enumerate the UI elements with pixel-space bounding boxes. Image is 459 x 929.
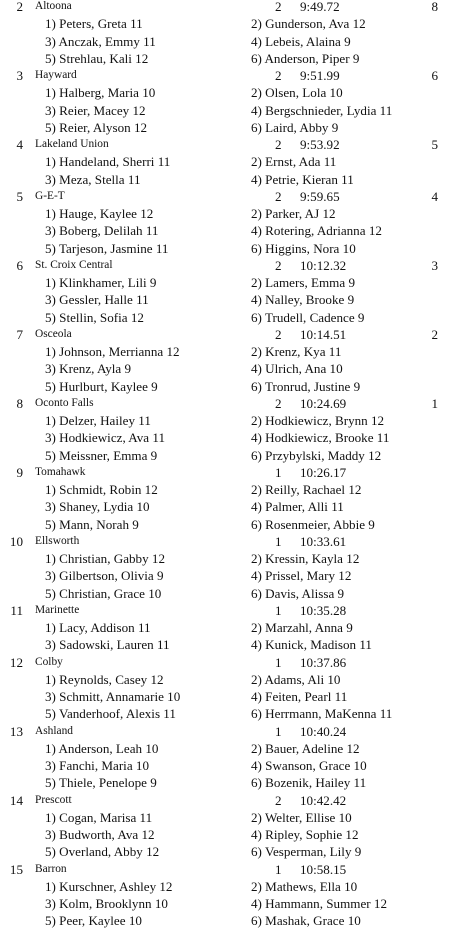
team-header-row [0,861,459,878]
place-number: 6 [16,257,23,273]
swimmer-entry: 4) Hodkiewicz, Brooke 11 [251,430,390,446]
swimmer-entry: 2) Reilly, Rachael 12 [251,482,362,497]
swimmer-row [0,84,459,101]
place-number: 8 [16,395,23,411]
team-name: Osceola [35,327,72,340]
swimmer-entry: 6) Vesperman, Lily 9 [251,844,362,860]
swimmer-entry: 4) Hammann, Summer 12 [251,896,388,911]
swimmer-entry: 1) Johnson, Merrianna 12 [45,344,180,359]
points-value: 5 [431,137,438,152]
heat-number: 1 [275,861,282,877]
swimmer-entry: 3) Reier, Macey 12 [45,102,146,118]
swimmer-entry: 3) Krenz, Ayla 9 [45,361,132,377]
swimmer-entry: 5) Thiele, Penelope 9 [45,775,157,791]
team-name: Hayward [35,69,77,81]
place-number: 10 [9,533,23,549]
swimmer-row [0,50,459,67]
heat-number: 2 [275,188,282,204]
team-header-row [0,723,459,740]
place-number: 5 [16,188,23,204]
swimmer-entry: 3) Gilbertson, Olivia 9 [45,568,164,584]
heat-number: 2 [275,395,282,411]
place-number: 3 [16,68,23,83]
swimmer-entry: 1) Christian, Gabby 12 [45,551,166,566]
heat-number: 2 [275,326,282,342]
team-header-row [0,533,459,550]
swimmer-entry: 4) Nalley, Brooke 9 [251,292,355,308]
swimmer-entry: 3) Shaney, Lydia 10 [45,499,150,515]
finish-time: 10:26.17 [300,464,347,480]
team-header-row [0,464,459,481]
swimmer-row [0,447,459,464]
swimmer-entry: 4) Kunick, Madison 11 [251,637,372,653]
swimmer-entry: 4) Ripley, Sophie 12 [251,827,359,842]
swimmer-entry: 3) Kolm, Brooklynn 10 [45,896,168,911]
swimmer-entry: 4) Rotering, Adrianna 12 [251,223,382,239]
swimmer-entry: 4) Bergschnieder, Lydia 11 [251,102,393,118]
swimmer-entry: 3) Hodkiewicz, Ava 11 [45,430,165,446]
swimmer-row [0,567,459,584]
heat-number: 1 [275,602,282,618]
swimmer-entry: 4) Palmer, Alli 11 [251,499,344,515]
swimmer-row [0,912,459,929]
team-header-row [0,136,459,153]
swimmer-entry: 6) Herrmann, MaKenna 11 [251,706,393,722]
team-header-row [0,326,459,343]
team-name: Lakeland Union [35,138,109,150]
swimmer-entry: 2) Welter, Ellise 10 [251,809,352,825]
swimmer-entry: 6) Tronrud, Justine 9 [251,378,361,394]
swimmer-entry: 3) Gessler, Halle 11 [45,292,149,308]
swimmer-row [0,826,459,843]
finish-time: 10:35.28 [300,602,347,618]
swimmer-row [0,360,459,377]
team-header-row [0,257,459,274]
swimmer-entry: 1) Peters, Greta 11 [45,16,143,32]
swimmer-entry: 1) Hauge, Kaylee 12 [45,206,154,221]
swimmer-entry: 5) Meissner, Emma 9 [45,447,158,463]
swimmer-entry: 2) Kressin, Kayla 12 [251,551,360,566]
place-number: 4 [16,137,23,152]
swimmer-entry: 6) Anderson, Piper 9 [251,50,360,66]
points-value: 3 [431,257,438,273]
swimmer-entry: 4) Lebeis, Alaina 9 [251,33,351,49]
swimmer-entry: 1) Delzer, Hailey 11 [45,413,151,428]
swimmer-entry: 2) Olsen, Lola 10 [251,85,343,101]
place-number: 2 [16,0,23,14]
team-name: Tomahawk [35,465,86,478]
swimmer-entry: 6) Davis, Alissa 9 [251,585,345,601]
swimmer-row [0,274,459,291]
team-header-row [0,792,459,809]
place-number: 12 [9,654,23,670]
swimmer-row [0,878,459,895]
swimmer-entry: 3) Anczak, Emmy 11 [45,33,156,49]
team-header-row [0,67,459,84]
swimmer-entry: 2) Adams, Ali 10 [251,671,341,687]
swimmer-row [0,378,459,395]
swimmer-row [0,205,459,222]
team-name: Ashland [35,724,73,737]
swimmer-entry: 2) Hodkiewicz, Brynn 12 [251,413,385,428]
swimmer-row [0,619,459,636]
finish-time: 10:24.69 [300,395,347,411]
swimmer-row [0,33,459,50]
swimmer-entry: 2) Gunderson, Ava 12 [251,16,366,32]
team-name: Colby [35,655,63,668]
swimmer-row [0,740,459,757]
swimmer-entry: 2) Krenz, Kya 11 [251,344,342,359]
team-name: Marinette [35,603,80,616]
swimmer-row [0,550,459,567]
finish-time: 10:37.86 [300,654,347,670]
swimmer-entry: 2) Marzahl, Anna 9 [251,620,353,635]
swimmer-entry: 5) Hurlburt, Kaylee 9 [45,378,158,394]
swimmer-entry: 2) Ernst, Ada 11 [251,154,337,170]
team-header-row [0,0,459,15]
swimmer-entry: 1) Reynolds, Casey 12 [45,671,164,687]
swimmer-row [0,119,459,136]
team-name: Oconto Falls [35,396,94,409]
swimmer-entry: 1) Cogan, Marisa 11 [45,809,153,825]
swimmer-row [0,895,459,912]
team-name: Altoona [35,0,72,12]
swimmer-entry: 5) Strehlau, Kali 12 [45,50,149,66]
swimmer-entry: 6) Rosenmeier, Abbie 9 [251,516,375,532]
swimmer-entry: 5) Stellin, Sofia 12 [45,309,144,325]
swimmer-entry: 6) Bozenik, Hailey 11 [251,775,367,791]
heat-number: 2 [275,68,282,83]
team-header-row [0,395,459,412]
swimmer-entry: 1) Handeland, Sherri 11 [45,154,171,170]
swimmer-row [0,343,459,360]
swimmer-entry: 6) Przybylski, Maddy 12 [251,447,382,463]
heat-number: 1 [275,654,282,670]
swimmer-row [0,671,459,688]
place-number: 7 [16,326,23,342]
swimmer-entry: 4) Swanson, Grace 10 [251,758,367,773]
swimmer-entry: 2) Parker, AJ 12 [251,206,336,221]
swimmer-row [0,498,459,515]
swimmer-entry: 1) Anderson, Leah 10 [45,740,159,756]
swimmer-entry: 5) Tarjeson, Jasmine 11 [45,240,169,256]
heat-number: 2 [275,257,282,273]
team-name: Prescott [35,793,72,806]
swimmer-entry: 3) Meza, Stella 11 [45,171,141,187]
finish-time: 10:33.61 [300,533,347,549]
swimmer-row [0,774,459,791]
swimmer-row [0,153,459,170]
swimmer-entry: 4) Feiten, Pearl 11 [251,689,348,704]
heat-number: 2 [275,137,282,152]
swimmer-entry: 5) Reier, Alyson 12 [45,119,148,135]
points-value: 2 [431,326,438,342]
swimmer-entry: 4) Prissel, Mary 12 [251,568,352,584]
heat-number: 1 [275,533,282,549]
swimmer-entry: 3) Budworth, Ava 12 [45,827,155,842]
swimmer-row [0,15,459,32]
finish-time: 10:14.51 [300,326,347,342]
swimmer-entry: 3) Fanchi, Maria 10 [45,758,149,773]
swimmer-entry: 3) Sadowski, Lauren 11 [45,637,170,653]
swimmer-entry: 5) Overland, Abby 12 [45,844,160,860]
place-number: 14 [9,792,23,808]
swimmer-row [0,309,459,326]
place-number: 13 [9,723,23,739]
place-number: 11 [10,602,23,618]
swimmer-row [0,705,459,722]
swimmer-entry: 6) Laird, Abby 9 [251,119,339,135]
finish-time: 10:42.42 [300,792,347,808]
swimmer-entry: 5) Vanderhoof, Alexis 11 [45,706,176,722]
swimmer-entry: 5) Mann, Norah 9 [45,516,139,532]
points-value: 8 [431,0,438,14]
swimmer-row [0,291,459,308]
swimmer-entry: 4) Ulrich, Ana 10 [251,361,343,377]
team-header-row [0,602,459,619]
swimmer-entry: 3) Schmitt, Annamarie 10 [45,689,181,704]
swimmer-row [0,757,459,774]
finish-time: 9:59.65 [300,188,340,204]
place-number: 9 [16,464,23,480]
swimmer-row [0,636,459,653]
swimmer-entry: 1) Klinkhamer, Lili 9 [45,275,157,290]
swimmer-entry: 6) Mashak, Grace 10 [251,913,361,929]
team-header-row [0,654,459,671]
heat-number: 1 [275,723,282,739]
place-number: 15 [9,861,23,877]
team-header-row [0,188,459,205]
team-name: St. Croix Central [35,258,113,271]
swimmer-row [0,688,459,705]
finish-time: 9:49.72 [300,0,340,14]
team-name: Barron [35,862,67,875]
points-value: 4 [431,188,438,204]
finish-time: 10:58.15 [300,861,347,877]
team-name: G-E-T [35,189,65,202]
finish-time: 9:53.92 [300,137,340,152]
swimmer-row [0,412,459,429]
points-value: 6 [431,68,438,83]
swimmer-row [0,222,459,239]
swimmer-row [0,809,459,826]
swimmer-entry: 4) Petrie, Kieran 11 [251,171,354,187]
swimmer-entry: 1) Kurschner, Ashley 12 [45,878,173,894]
swimmer-row [0,240,459,257]
heat-number: 1 [275,464,282,480]
swimmer-entry: 1) Halberg, Maria 10 [45,85,156,101]
swimmer-entry: 2) Bauer, Adeline 12 [251,740,360,756]
swimmer-entry: 6) Trudell, Cadence 9 [251,309,365,325]
team-name: Ellsworth [35,534,80,547]
swimmer-entry: 1) Schmidt, Robin 12 [45,482,158,497]
finish-time: 10:40.24 [300,723,347,739]
swimmer-row [0,481,459,498]
swimmer-entry: 5) Peer, Kaylee 10 [45,913,142,929]
swimmer-row [0,585,459,602]
swimmer-row [0,516,459,533]
points-value: 1 [431,395,438,411]
swimmer-entry: 5) Christian, Grace 10 [45,585,162,601]
swimmer-entry: 2) Mathews, Ella 10 [251,878,358,894]
swimmer-entry: 3) Boberg, Delilah 11 [45,223,159,239]
swimmer-row [0,171,459,188]
swimmer-row [0,843,459,860]
finish-time: 9:51.99 [300,68,340,83]
swimmer-row [0,102,459,119]
heat-number: 2 [275,792,282,808]
swimmer-entry: 6) Higgins, Nora 10 [251,240,356,256]
swimmer-entry: 2) Lamers, Emma 9 [251,275,355,290]
swimmer-row [0,429,459,446]
heat-number: 2 [275,0,282,14]
swimmer-entry: 1) Lacy, Addison 11 [45,620,151,635]
finish-time: 10:12.32 [300,257,347,273]
